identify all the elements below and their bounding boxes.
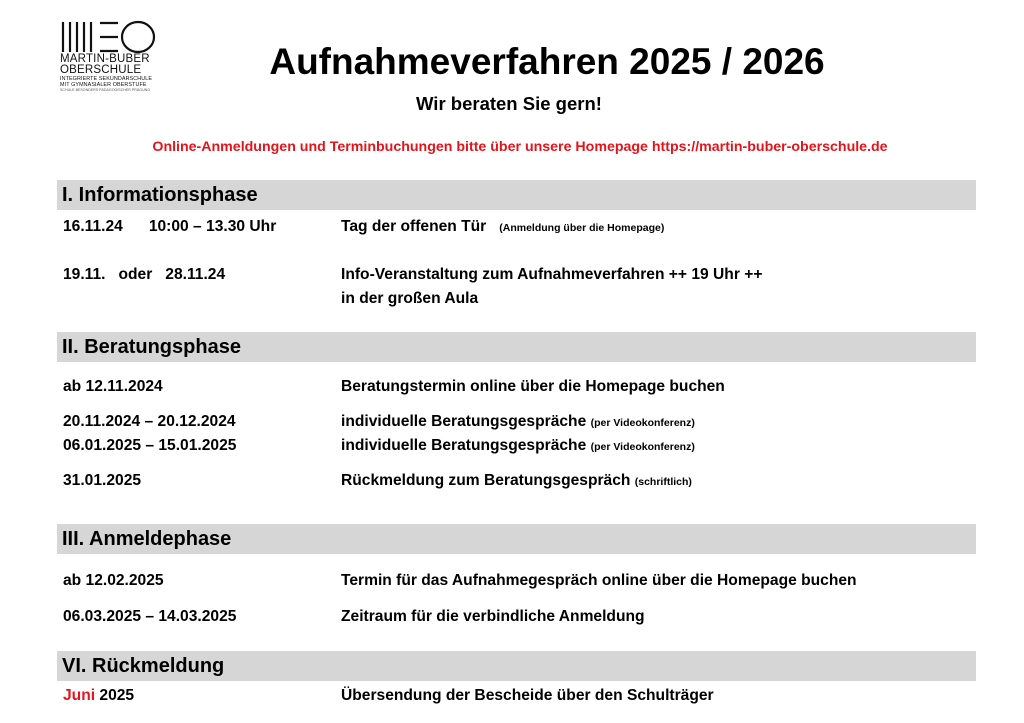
beratung-event-3-note: (per Videokonferenz)	[590, 441, 695, 453]
rueckmeldung-event: Übersendung der Bescheide über den Schulträger	[341, 687, 714, 704]
section-heading-beratungsphase: II. Beratungsphase	[57, 332, 976, 362]
beratung-date-4: 31.01.2025	[63, 472, 142, 489]
info-event-2-line2: in der großen Aula	[341, 290, 479, 307]
section-heading-rueckmeldung: VI. Rückmeldung	[57, 651, 976, 681]
page-subtitle: Wir beraten Sie gern!	[416, 93, 602, 114]
rueckmeldung-month: Juni	[63, 687, 96, 704]
section-heading-anmeldephase: III. Anmeldephase	[57, 524, 976, 554]
logo-name-line1: MARTIN-BUBER	[60, 53, 150, 65]
info-event-1-text: Tag der offenen Tür	[341, 218, 487, 235]
beratung-event-4	[341, 470, 692, 493]
anmelde-date-2: 06.03.2025 – 14.03.2025	[63, 608, 237, 625]
logo-tagline-2: MIT GYMNASIALER OBERSTUFE	[60, 82, 147, 88]
info-event-2-line1: Info-Veranstaltung zum Aufnahmeverfahren ++ 19 Uhr ++	[341, 266, 763, 283]
logo-name-line2: OBERSCHULE	[60, 64, 142, 76]
beratung-date-3: 06.01.2025 – 15.01.2025	[63, 437, 237, 454]
beratung-date-1: ab 12.11.2024	[63, 378, 163, 395]
info-date-2: 19.11. oder 28.11.24	[63, 266, 226, 283]
beratung-event-2-text: individuelle Beratungsgespräche	[341, 413, 587, 430]
rueckmeldung-date	[63, 685, 134, 707]
anmelde-date-1: ab 12.02.2025	[63, 572, 164, 589]
beratung-event-2	[341, 411, 695, 434]
beratung-event-2-note: (per Videokonferenz)	[590, 417, 695, 429]
info-date-1: 16.11.24 10:00 – 13.30 Uhr	[63, 218, 277, 235]
anmelde-event-2: Zeitraum für die verbindliche Anmeldung	[341, 608, 645, 625]
beratung-date-2: 20.11.2024 – 20.12.2024	[63, 413, 236, 430]
logo-tagline-1: INTEGRIERTE SEKUNDARSCHULE	[60, 76, 153, 82]
rueckmeldung-year: 2025	[95, 687, 135, 704]
logo-tagline-3: SCHULE BESONDERS PÄDAGOGISCHER PRÄGUNG	[60, 88, 151, 92]
info-event-1-note: (Anmeldung über die Homepage)	[499, 222, 665, 234]
info-event-1	[341, 216, 664, 239]
beratung-event-4-text: Rückmeldung zum Beratungsgespräch	[341, 472, 631, 489]
beratung-event-4-note: (schriftlich)	[634, 476, 692, 488]
section-heading-informationsphase: I. Informationsphase	[57, 180, 976, 210]
anmelde-event-1: Termin für das Aufnahmegespräch online über die Homepage buchen	[341, 572, 857, 589]
beratung-event-1: Beratungstermin online über die Homepage buchen	[341, 378, 725, 395]
page-title: Aufnahmeverfahren 2025 / 2026	[269, 41, 825, 82]
online-notice: Online-Anmeldungen und Terminbuchungen bitte über unsere Homepage https://martin-buber-oberschule.de	[152, 139, 888, 155]
beratung-event-3	[341, 435, 695, 458]
beratung-event-3-text: individuelle Beratungsgespräche	[341, 437, 587, 454]
